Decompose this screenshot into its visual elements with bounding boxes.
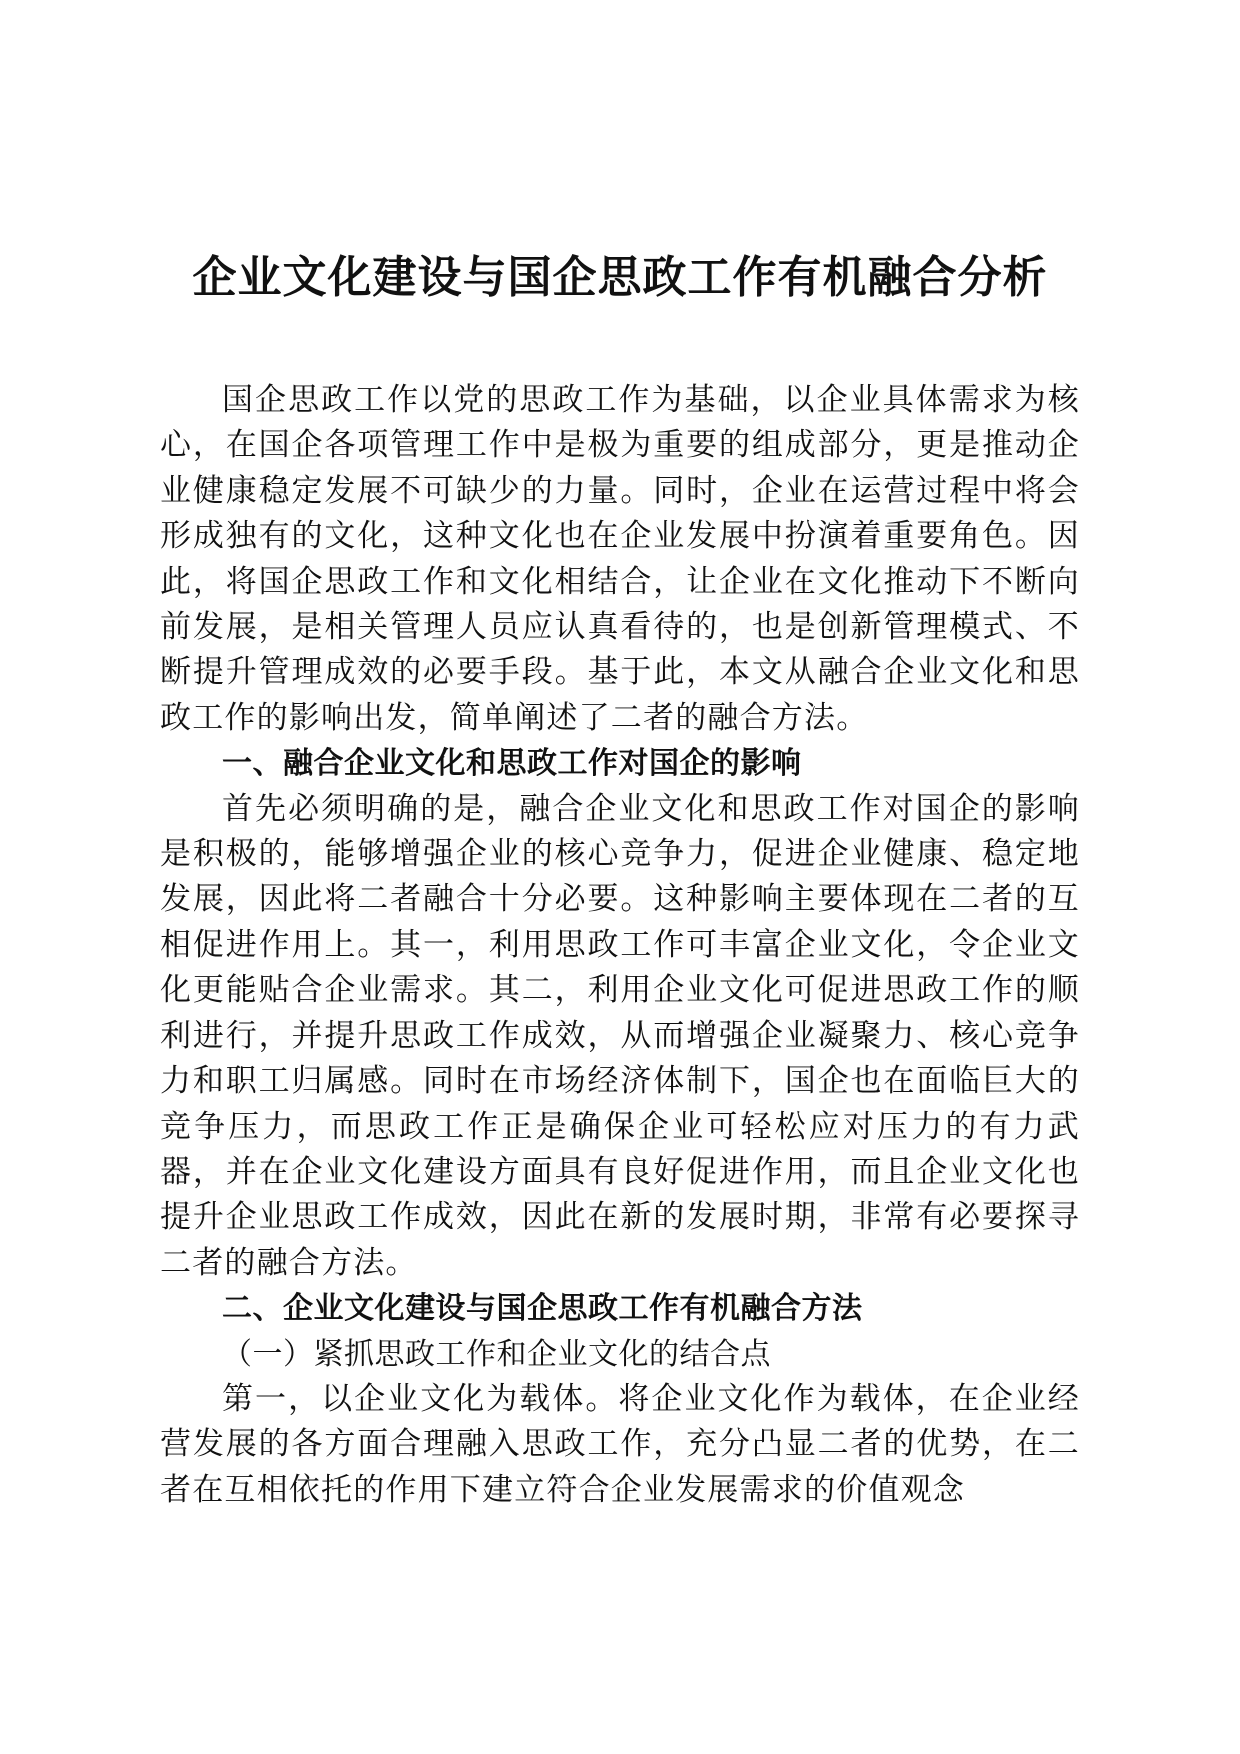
subsection-1-paragraph: 第一，以企业文化为载体。将企业文化作为载体，在企业经营发展的各方面合理融入思政工作，充分凸显二者的优势，在二者在互相依托的作用下建立符合企业发展需求的价值观念 (160, 1380, 1080, 1508)
section-1-paragraph: 首先必须明确的是，融合企业文化和思政工作对国企的影响是积极的，能够增强企业的核心竞争力，促进企业健康、稳定地发展，因此将二者融合十分必要。这种影响主要体现在二者的互相促进作用上。其一，利用思政工作可丰富企业文化，令企业文化更能贴合企业需求。其二，利用企业文化可促进思政工作的顺利进行，并提升思政工作成效，从而增强企业凝聚力、核心竞争力和职工归属感。同时在市场经济体制下，国企也在面临巨大的竞争压力，而思政工作正是确保企业可轻松应对压力的有力武器，并在企业文化建设方面具有良好促进作用，而且企业文化也提升企业思政工作成效，因此在新的发展时期，非常有必要探寻二者的融合方法。 (160, 790, 1080, 1281)
subsection-heading-1: （一）紧抓思政工作和企业文化的结合点 (222, 1336, 771, 1372)
document-body (160, 378, 1080, 1513)
section-heading-2: 二、企业文化建设与国企思政工作有机融合方法 (222, 1291, 863, 1327)
intro-paragraph: 国企思政工作以党的思政工作为基础，以企业具体需求为核心，在国企各项管理工作中是极为重要的组成部分，更是推动企业健康稳定发展不可缺少的力量。同时，企业在运营过程中将会形成独有的文化，这种文化也在企业发展中扮演着重要角色。因此，将国企思政工作和文化相结合，让企业在文化推动下不断向前发展，是相关管理人员应认真看待的，也是创新管理模式、不断提升管理成效的必要手段。基于此，本文从融合企业文化和思政工作的影响出发，简单阐述了二者的融合方法。 (160, 382, 1080, 736)
document-title: 企业文化建设与国企思政工作有机融合分析 (192, 252, 1048, 303)
section-heading-1: 一、融合企业文化和思政工作对国企的影响 (222, 746, 802, 782)
